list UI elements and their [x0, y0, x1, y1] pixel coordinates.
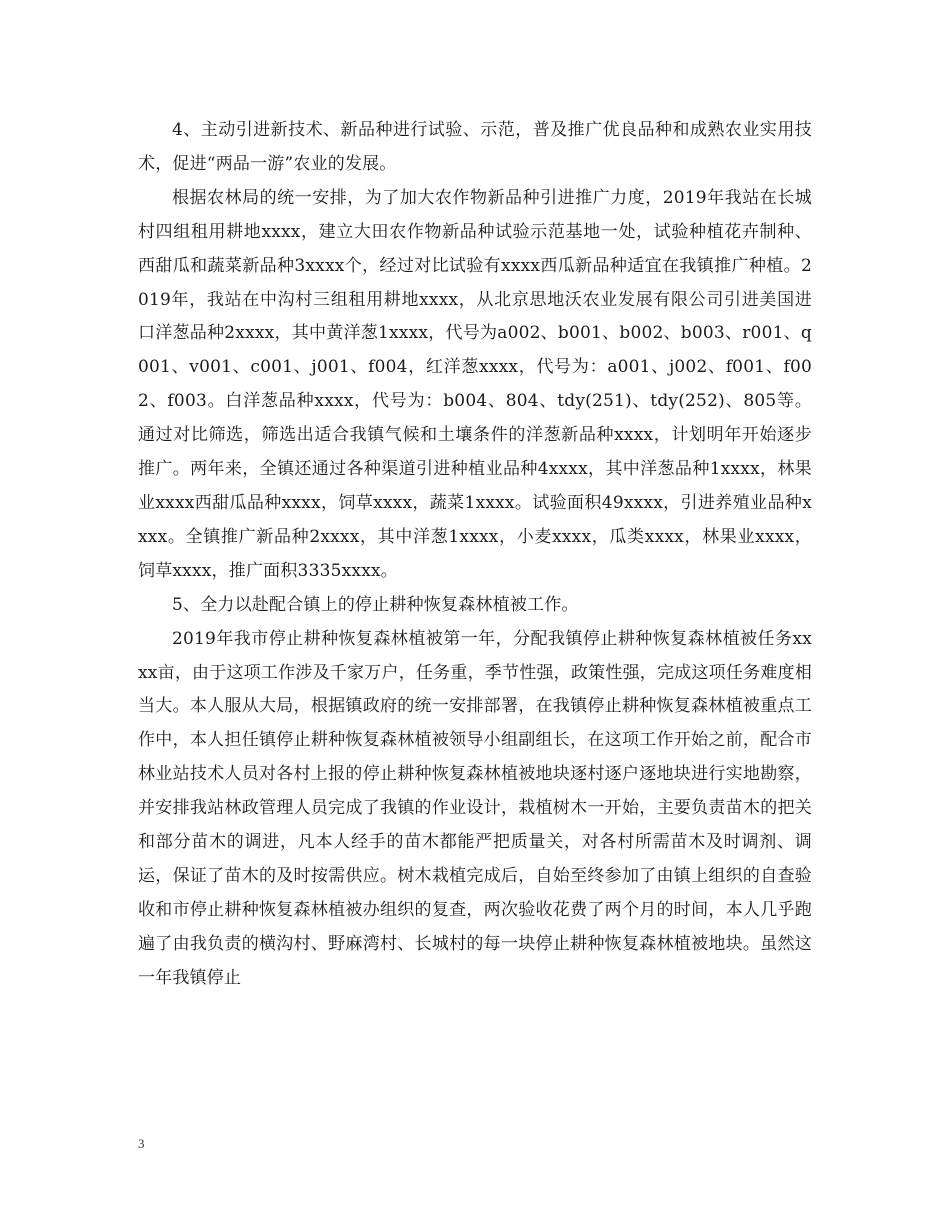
paragraph-reforestation: 2019年我市停止耕种恢复森林植被第一年，分配我镇停止耕种恢复森林植被任务xxxx亩，由于这项工作涉及千家万户，任务重，季节性强，政策性强，完成这项任务难度相当大。本人服从大局，根据镇政府的统一安排部署，在我镇停止耕种恢复森林植被重点工作中，本人担任镇停止耕种恢复森林植被领导小组副组长，在这项工作开始之前，配合市林业站技术人员对各村上报的停止耕种恢复森林植被地块逐村逐户逐地块进行实地勘察，并安排我站林政管理人员完成了我镇的作业设计，栽植树木一开始，主要负责苗木的把关和部分苗木的调进，凡本人经手的苗木都能严把质量关，对各村所需苗木及时调剂、调运，保证了苗木的及时按需供应。树木栽植完成后，自始至终参加了由镇上组织的自查验收和市停止耕种恢复森林植被办组织的复查，两次验收花费了两个月的时间，本人几乎跑遍了由我负责的横沟村、野麻湾村、长城村的每一块停止耕种恢复森林植被地块。虽然这一年我镇停止: [138, 628, 812, 988]
paragraph-item-4: 4、主动引进新技术、新品种进行试验、示范，普及推广优良品种和成熟农业实用技术，促进“两品一游”农业的发展。: [138, 120, 812, 174]
body-text: [138, 114, 812, 996]
page-number: 3: [138, 1136, 145, 1151]
paragraph-variety-trials: 根据农林局的统一安排，为了加大农作物新品种引进推广力度，2019年我站在长城村四组租用耕地xxxx，建立大田农作物新品种试验示范基地一处，试验种植花卉制种、西甜瓜和蔬菜新品种3xxxx个，经过对比试验有xxxx西瓜新品种适宜在我镇推广种植。2019年，我站在中沟村三组租用耕地xxxx，从北京思地沃农业发展有限公司引进美国进口洋葱品种2xxxx，其中黄洋葱1xxxx，代号为a002、b001、b002、b003、r001、q001、v001、c001、j001、f004，红洋葱xxxx，代号为：a001、j002、f001、f002、f003。白洋葱品种xxxx，代号为：b004、804、tdy(251)、tdy(252)、805等。通过对比筛选，筛选出适合我镇气候和土壤条件的洋葱新品种xxxx，计划明年开始逐步推广。两年来，全镇还通过各种渠道引进种植业品种4xxxx，其中洋葱品种1xxxx，林果业xxxx西甜瓜品种xxxx，饲草xxxx，蔬菜1xxxx。试验面积49xxxx，引进养殖业品种xxxx。全镇推广新品种2xxxx，其中洋葱1xxxx，小麦xxxx，瓜类xxxx，林果业xxxx，饲草xxxx，推广面积3335xxxx。: [138, 187, 812, 581]
paragraph-item-5: 5、全力以赴配合镇上的停止耕种恢复森林植被工作。: [172, 594, 579, 615]
